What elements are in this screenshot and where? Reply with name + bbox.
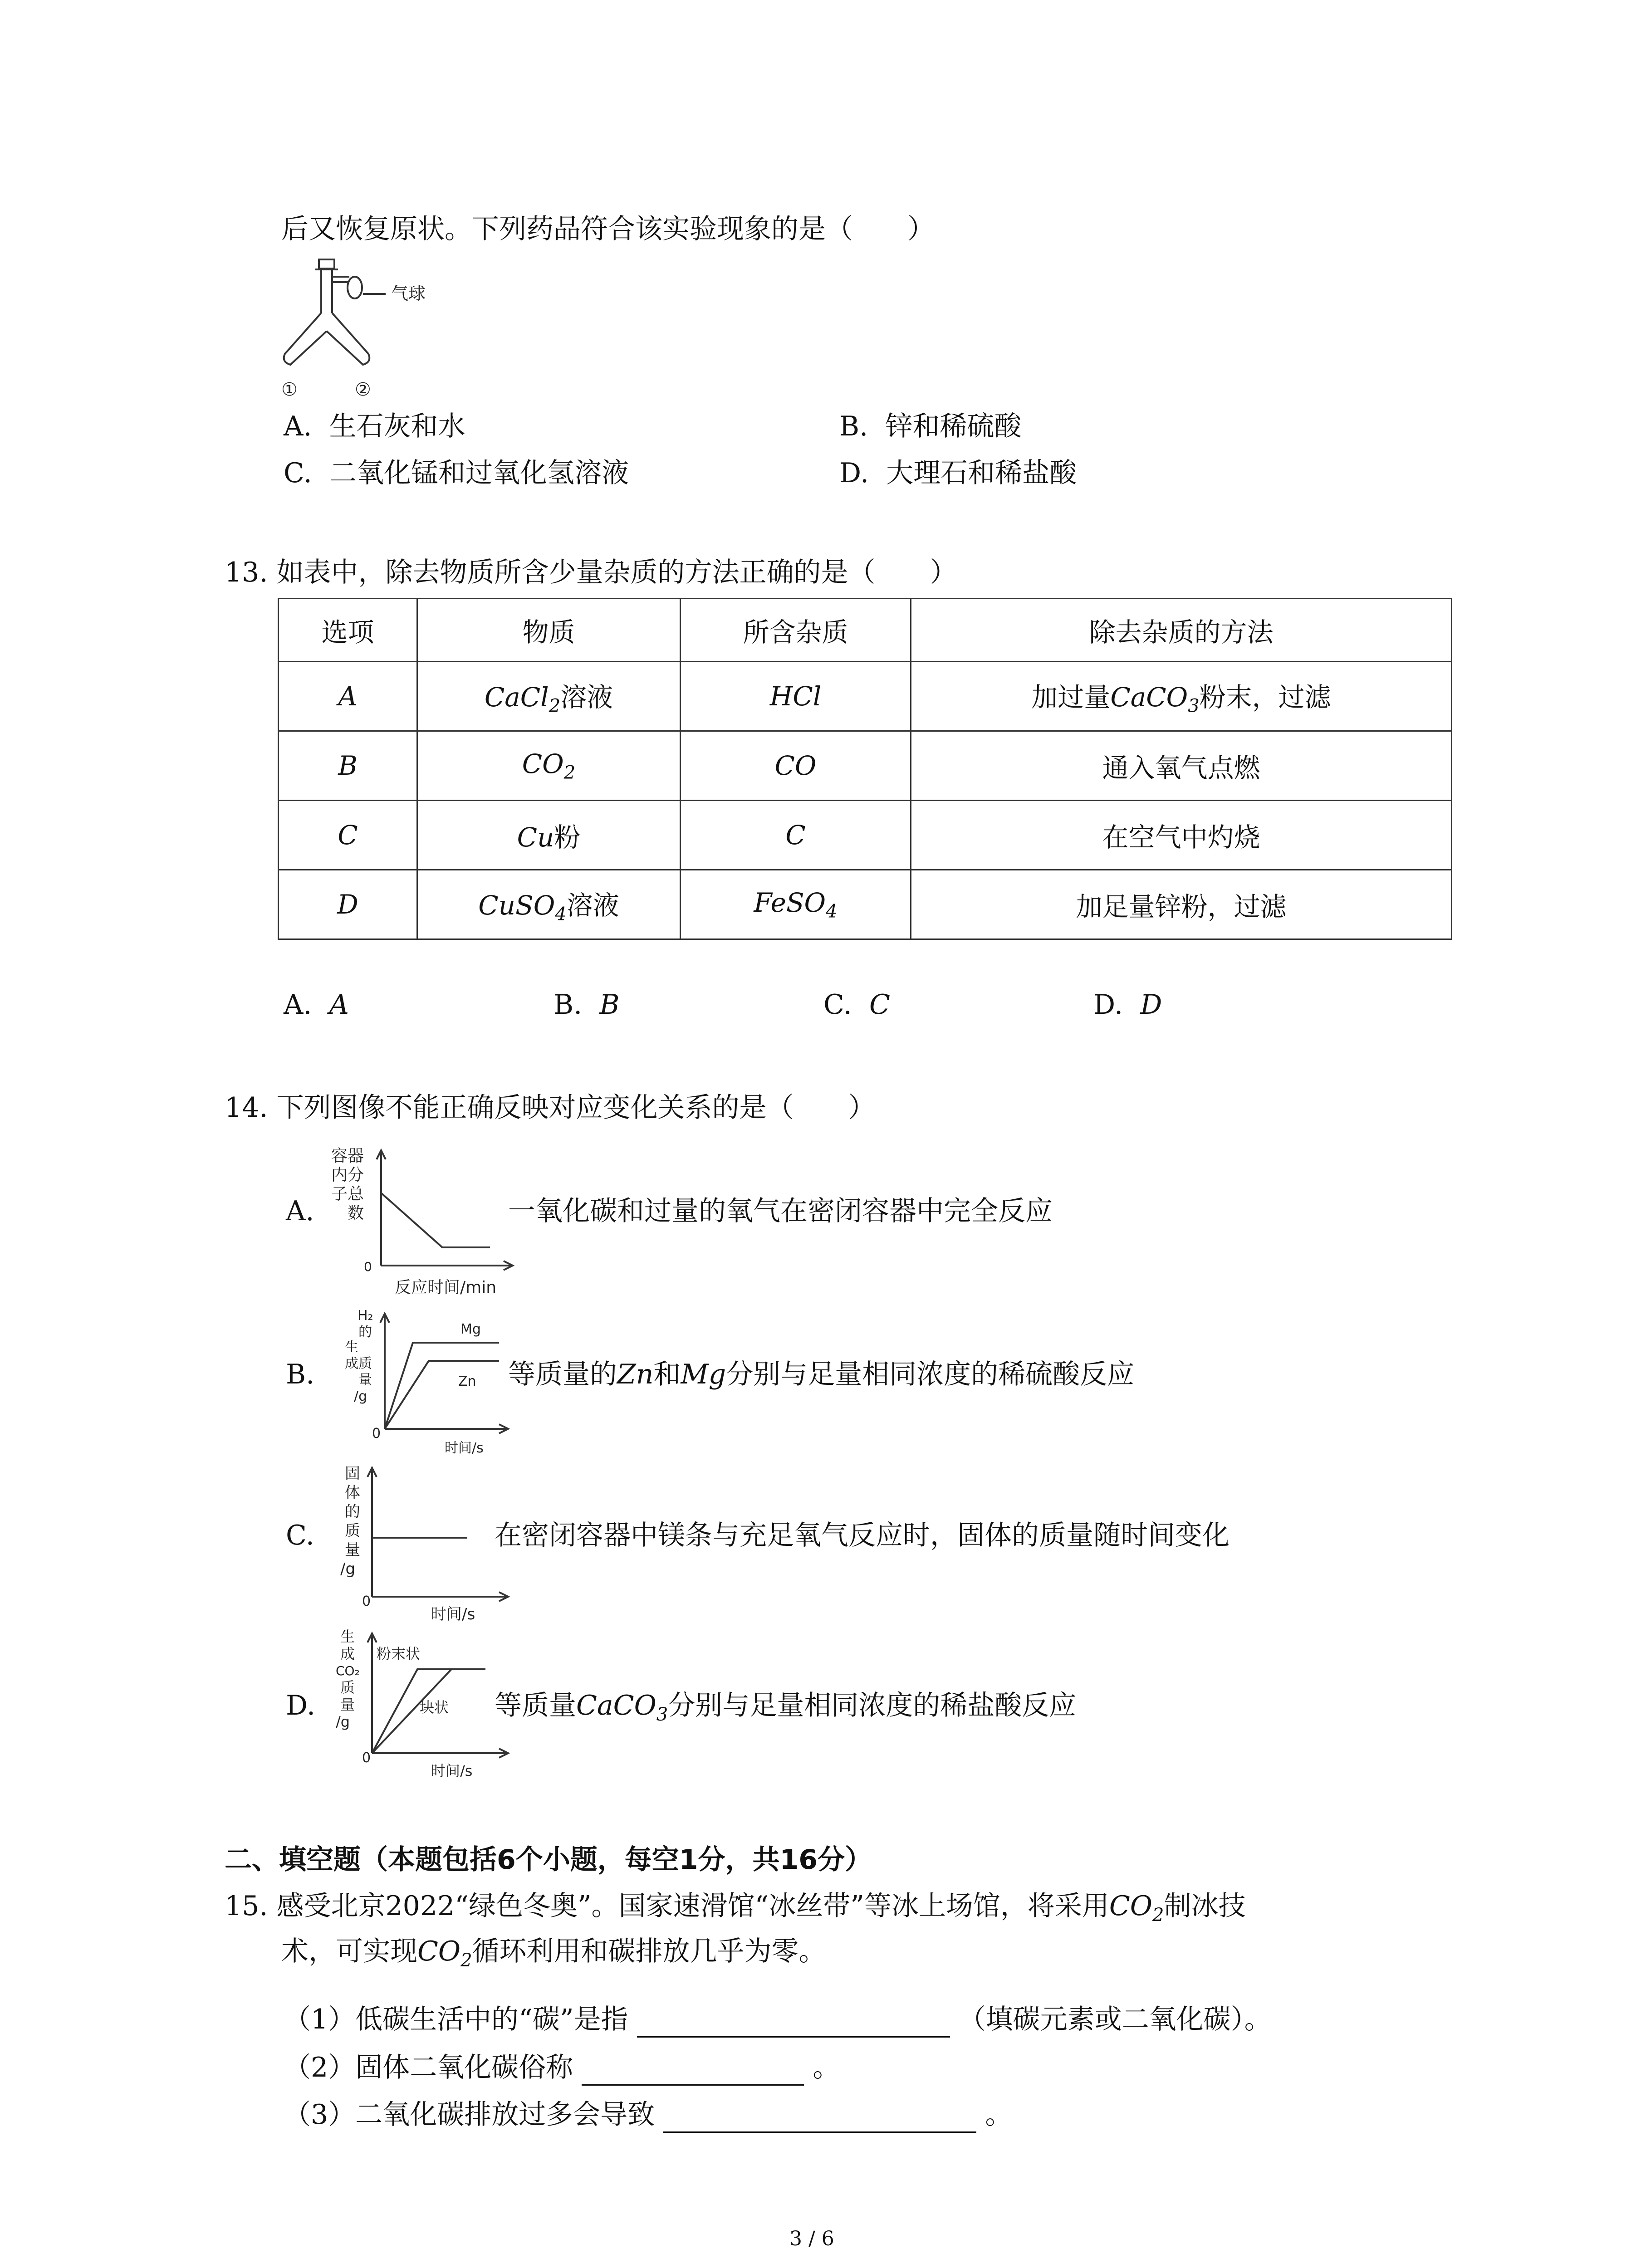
- svg-text:内分: 内分: [331, 1166, 364, 1184]
- svg-text:时间/s: 时间/s: [445, 1440, 484, 1456]
- row-impurity: HCl: [681, 662, 911, 731]
- header-option: 选项: [279, 599, 417, 662]
- svg-text:体: 体: [345, 1484, 360, 1502]
- table-row: [279, 870, 1452, 939]
- svg-text:Mg: Mg: [460, 1321, 481, 1337]
- q13-option-c[interactable]: C. C: [823, 989, 890, 1021]
- q15-blank-3[interactable]: [663, 2102, 976, 2133]
- svg-text:块状: 块状: [420, 1699, 449, 1716]
- svg-text:0: 0: [364, 1259, 372, 1274]
- table-row: [279, 801, 1452, 870]
- svg-text:的: 的: [345, 1503, 360, 1521]
- q14-stem: 14. 下列图像不能正确反映对应变化关系的是（ ）: [225, 1092, 876, 1124]
- svg-text:反应时间/min: 反应时间/min: [395, 1278, 497, 1297]
- balloon-label: 气球: [391, 284, 426, 303]
- header-impurity: 所含杂质: [681, 599, 911, 662]
- q14-option-a-text: 一氧化碳和过量的氧气在密闭容器中完全反应: [508, 1195, 1053, 1227]
- table-row: [279, 662, 1452, 731]
- svg-text:容器: 容器: [331, 1147, 364, 1165]
- q12-option-d[interactable]: D. 大理石和稀盐酸: [839, 457, 1077, 489]
- q13-stem: 13. 如表中，除去物质所含少量杂质的方法正确的是（ ）: [225, 557, 957, 588]
- svg-text:时间/s: 时间/s: [431, 1605, 475, 1623]
- q12-option-b[interactable]: B. 锌和稀硫酸: [839, 411, 1022, 442]
- q14-graph-c: [331, 1461, 513, 1624]
- row-method: 在空气中灼烧: [911, 801, 1452, 870]
- q12-option-a[interactable]: A. 生石灰和水: [284, 411, 465, 442]
- svg-text:0: 0: [372, 1426, 381, 1442]
- svg-text:质: 质: [358, 1356, 372, 1372]
- svg-text:成: 成: [340, 1645, 355, 1662]
- svg-text:时间/s: 时间/s: [431, 1762, 473, 1779]
- row-option: B: [279, 731, 417, 801]
- table-header-row: [279, 599, 1452, 662]
- q14-option-c-letter[interactable]: C.: [286, 1520, 314, 1551]
- q13-option-a[interactable]: A. A: [284, 989, 349, 1021]
- svg-text:量: 量: [345, 1541, 360, 1559]
- svg-text:0: 0: [362, 1593, 371, 1609]
- q15-blank-1[interactable]: [637, 2007, 950, 2038]
- svg-text:数: 数: [348, 1204, 364, 1222]
- tube-2-label: ②: [355, 379, 371, 400]
- q15-blank-2[interactable]: [582, 2055, 804, 2086]
- row-impurity: FeSO$_4$: [681, 870, 911, 939]
- row-substance: CuSO$_4$溶液: [417, 870, 681, 939]
- page-number: 3 / 6: [789, 2227, 834, 2250]
- q13-option-d[interactable]: D. D: [1093, 989, 1162, 1021]
- q15-sub-2: （2）固体二氧化碳俗称 。: [284, 2049, 840, 2086]
- svg-text:子总: 子总: [331, 1185, 364, 1203]
- svg-text:粉末状: 粉末状: [377, 1645, 421, 1662]
- q12-stem-tail: 后又恢复原状。下列药品符合该实验现象的是（ ）: [281, 213, 935, 245]
- row-substance: CaCl$_2$溶液: [417, 662, 681, 731]
- q14-option-d-letter[interactable]: D.: [286, 1690, 316, 1721]
- y-tube-apparatus-figure: [272, 254, 463, 404]
- q15-sub-1: （1）低碳生活中的“碳”是指 （填碳元素或二氧化碳）。: [284, 2001, 1272, 2038]
- svg-text:质: 质: [345, 1522, 360, 1540]
- svg-text:的: 的: [358, 1324, 372, 1340]
- row-method: 通入氧气点燃: [911, 731, 1452, 801]
- svg-text:0: 0: [362, 1750, 371, 1766]
- tube-1-label: ①: [281, 379, 298, 400]
- q14-option-d-text: 等质量CaCO$_3$分别与足量相同浓度的稀盐酸反应: [495, 1690, 1077, 1725]
- q14-graph-d: [331, 1626, 513, 1789]
- svg-text:CO₂: CO₂: [336, 1663, 360, 1678]
- q14-option-b-letter[interactable]: B.: [286, 1359, 315, 1390]
- section-title: 二、填空题（本题包括6个小题，每空1分，共16分）: [225, 1844, 872, 1876]
- q15-sub-3: （3）二氧化碳排放过多会导致 。: [284, 2097, 1012, 2133]
- row-option: A: [279, 662, 417, 731]
- svg-text:量: 量: [340, 1696, 355, 1713]
- row-substance: $CO_2$: [417, 731, 681, 801]
- q14-graph-a: [331, 1143, 522, 1297]
- q13-table: [278, 598, 1452, 940]
- row-impurity: C: [681, 801, 911, 870]
- q15-line-2: 术，可实现$CO_2$循环利用和碳排放几乎为零。: [281, 1936, 826, 1971]
- svg-text:H₂: H₂: [358, 1308, 373, 1324]
- svg-text:生: 生: [345, 1339, 358, 1355]
- q14-graph-b: [345, 1306, 517, 1461]
- q12-option-c[interactable]: C. 二氧化锰和过氧化氢溶液: [284, 457, 629, 489]
- q15-line-1: 15. 感受北京2022“绿色冬奥”。国家速滑馆“冰丝带”等冰上场馆，将采用$CO_2$制冰技: [225, 1890, 1246, 1926]
- q14-option-a-letter[interactable]: A.: [286, 1195, 314, 1227]
- row-substance: Cu粉: [417, 801, 681, 870]
- row-method: 加足量锌粉，过滤: [911, 870, 1452, 939]
- row-option: C: [279, 801, 417, 870]
- svg-text:/g: /g: [354, 1388, 367, 1404]
- q14-option-b-text: 等质量的Zn和Mg分别与足量相同浓度的稀硫酸反应: [508, 1359, 1135, 1390]
- row-impurity: CO: [681, 731, 911, 801]
- svg-text:成: 成: [345, 1356, 358, 1372]
- row-option: D: [279, 870, 417, 939]
- svg-text:/g: /g: [340, 1560, 356, 1578]
- q13-option-b[interactable]: B. B: [554, 989, 620, 1021]
- header-substance: 物质: [417, 599, 681, 662]
- header-method: 除去杂质的方法: [911, 599, 1452, 662]
- svg-text:量: 量: [358, 1372, 372, 1388]
- svg-text:质: 质: [340, 1679, 355, 1696]
- row-method: 加过量CaCO$_3$粉末，过滤: [911, 662, 1452, 731]
- table-row: [279, 731, 1452, 801]
- svg-text:Zn: Zn: [458, 1374, 476, 1389]
- svg-text:生: 生: [340, 1628, 355, 1645]
- svg-text:固: 固: [345, 1465, 360, 1483]
- svg-text:/g: /g: [336, 1713, 350, 1730]
- q14-option-c-text: 在密闭容器中镁条与充足氧气反应时，固体的质量随时间变化: [495, 1520, 1230, 1551]
